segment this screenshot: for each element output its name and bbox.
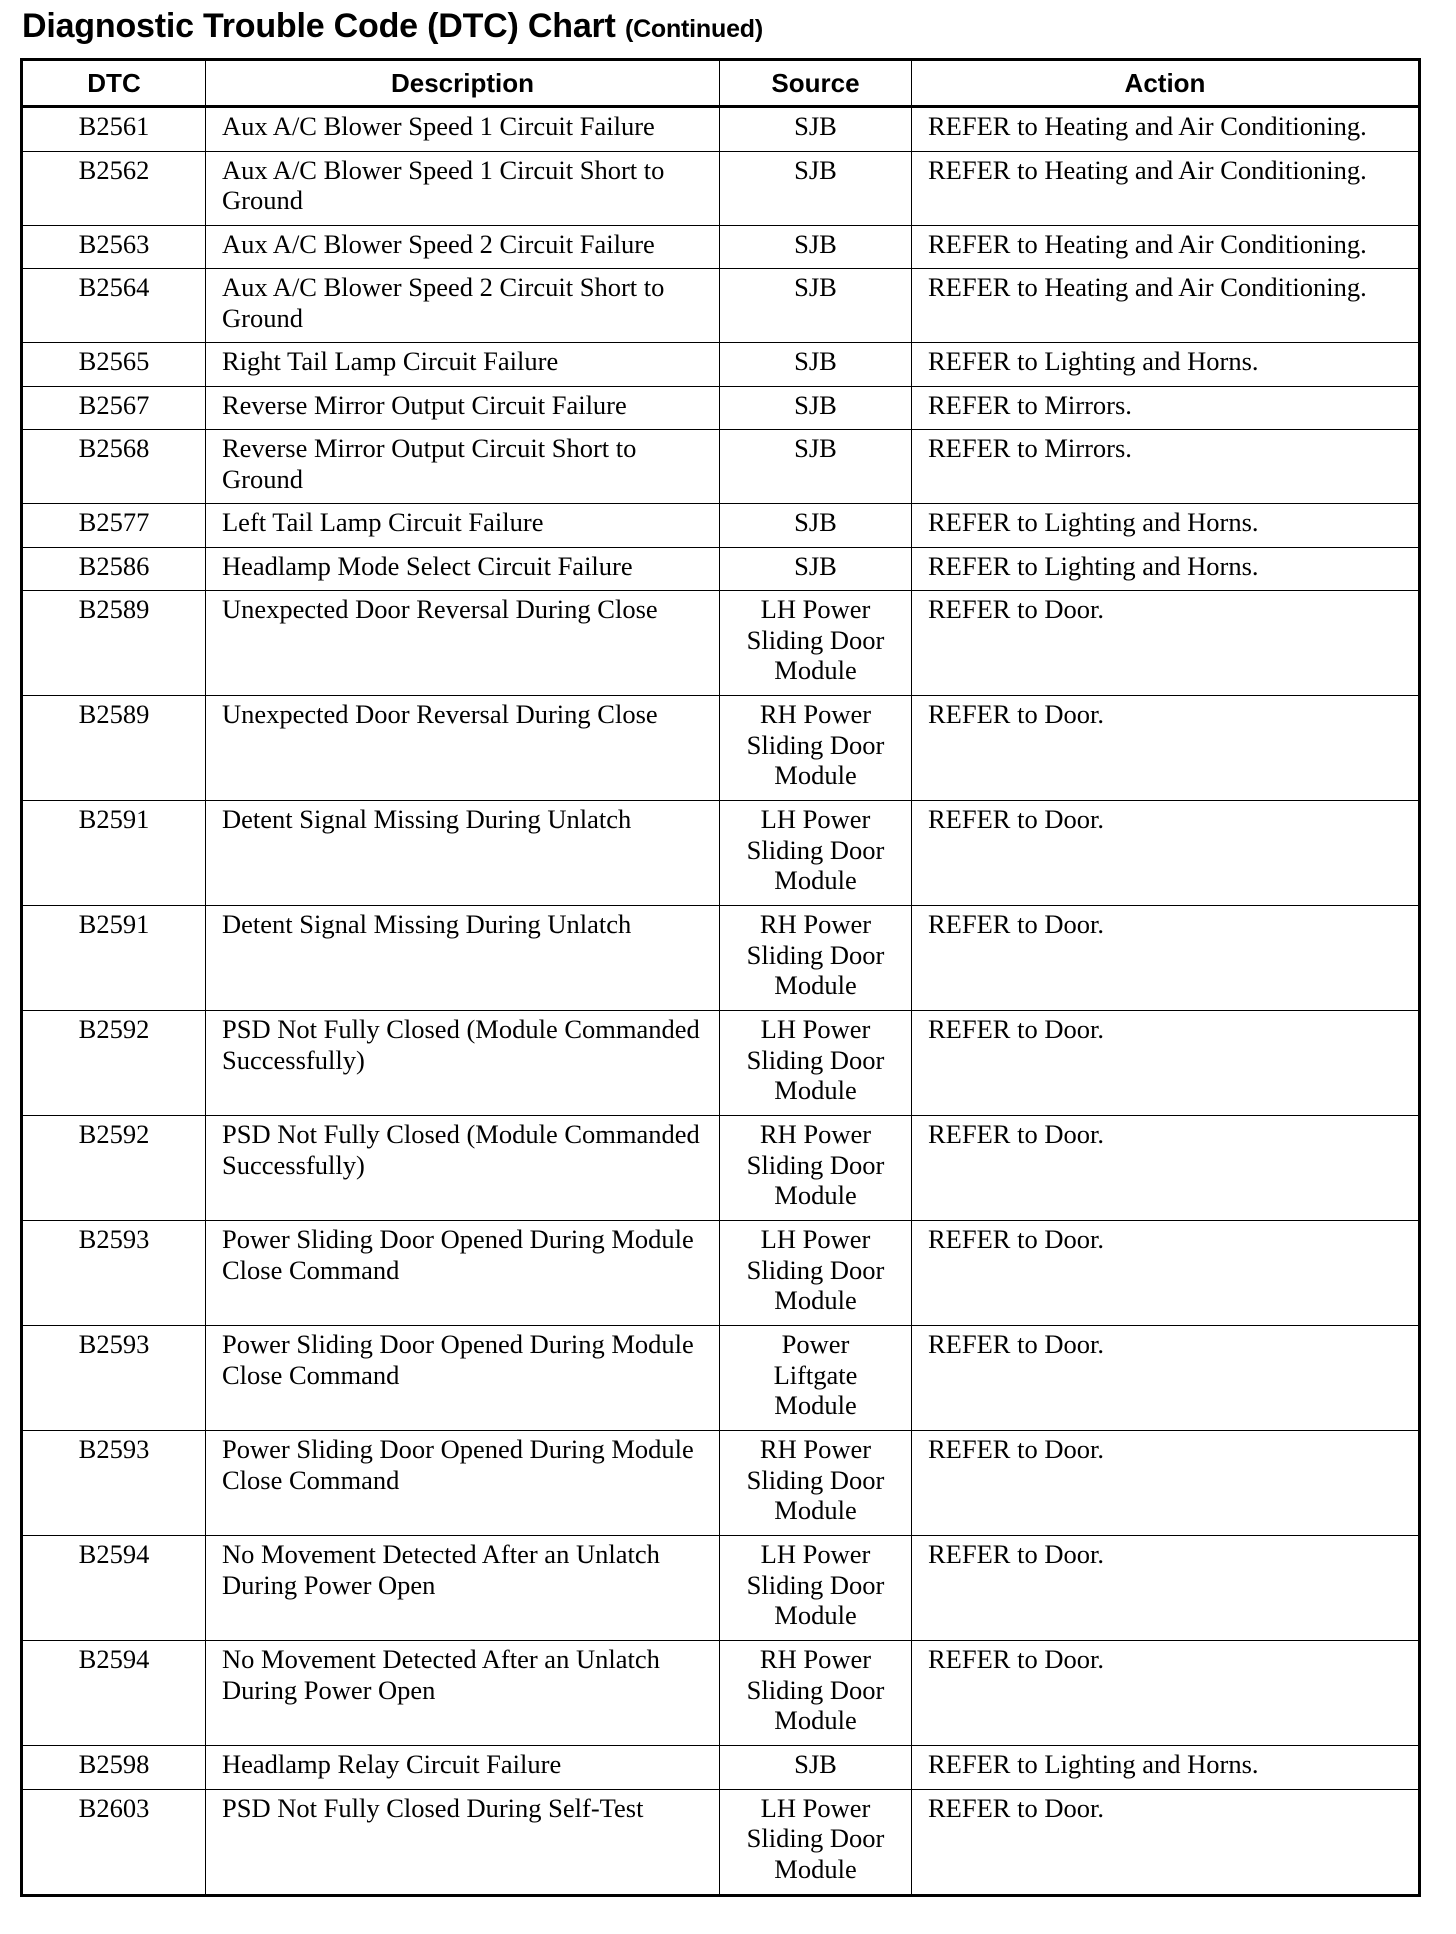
- table-header-row: [22, 60, 1420, 107]
- action-cell: REFER to Heating and Air Conditioning.: [912, 225, 1420, 269]
- source-line: LH Power: [760, 1792, 871, 1823]
- source-line: LH Power: [760, 1539, 871, 1569]
- source-line: Module: [774, 1705, 857, 1735]
- dtc-code-cell: B2564: [22, 269, 206, 343]
- description-cell: PSD Not Fully Closed (Module Commanded Successfully): [206, 1116, 720, 1221]
- source-line: RH Power: [759, 1434, 872, 1464]
- page-title-suffix: (Continued): [624, 15, 763, 43]
- table-row: [22, 269, 1420, 343]
- description-cell: Left Tail Lamp Circuit Failure: [206, 504, 720, 548]
- description-cell: Detent Signal Missing During Unlatch: [206, 906, 720, 1011]
- action-cell: REFER to Door.: [912, 1116, 1420, 1221]
- source-cell: [720, 225, 912, 269]
- source-cell: [720, 1116, 912, 1221]
- description-cell: Detent Signal Missing During Unlatch: [206, 801, 720, 906]
- source-line: Sliding Door: [746, 1149, 885, 1180]
- dtc-code-cell: B2568: [22, 430, 206, 504]
- table-row: [22, 1326, 1420, 1431]
- source-line: Sliding Door: [746, 834, 885, 865]
- description-cell: Aux A/C Blower Speed 1 Circuit Short to Ground: [206, 151, 720, 225]
- source-line: Power: [781, 1329, 850, 1359]
- description-cell: Aux A/C Blower Speed 1 Circuit Failure: [206, 107, 720, 152]
- action-cell: REFER to Door.: [912, 1536, 1420, 1641]
- table-row: [22, 430, 1420, 504]
- table-row: [22, 1221, 1420, 1326]
- source-line: Module: [774, 970, 857, 1000]
- source-line: Module: [774, 1853, 857, 1884]
- source-line: SJB: [794, 272, 837, 302]
- dtc-code-cell: B2586: [22, 547, 206, 591]
- source-cell: [720, 547, 912, 591]
- dtc-code-cell: B2561: [22, 107, 206, 152]
- source-line: SJB: [794, 507, 837, 537]
- source-line: SJB: [794, 550, 837, 581]
- description-cell: Aux A/C Blower Speed 2 Circuit Failure: [206, 225, 720, 269]
- source-line: RH Power: [759, 1644, 872, 1674]
- source-line: Module: [774, 760, 857, 790]
- source-cell: [720, 343, 912, 387]
- table-row: [22, 343, 1420, 387]
- dtc-code-cell: B2565: [22, 343, 206, 387]
- source-line: SJB: [794, 389, 837, 420]
- description-cell: Headlamp Relay Circuit Failure: [206, 1746, 720, 1790]
- action-cell: REFER to Door.: [912, 1641, 1420, 1746]
- source-line: Module: [774, 865, 857, 895]
- action-cell: REFER to Mirrors.: [912, 386, 1420, 430]
- dtc-code-cell: B2591: [22, 906, 206, 1011]
- description-cell: Headlamp Mode Select Circuit Failure: [206, 547, 720, 591]
- source-line: LH Power: [760, 1224, 871, 1254]
- action-cell: REFER to Door.: [912, 696, 1420, 801]
- source-line: SJB: [794, 433, 837, 463]
- table-row: [22, 591, 1420, 696]
- dtc-code-cell: B2577: [22, 504, 206, 548]
- source-cell: [720, 591, 912, 696]
- source-line: Sliding Door: [746, 624, 885, 655]
- source-line: Module: [774, 1075, 857, 1105]
- source-cell: [720, 1221, 912, 1326]
- description-cell: Power Sliding Door Opened During Module Close Command: [206, 1431, 720, 1536]
- source-line: LH Power: [760, 1014, 871, 1044]
- source-cell: [720, 1536, 912, 1641]
- description-cell: Unexpected Door Reversal During Close: [206, 591, 720, 696]
- description-cell: Power Sliding Door Opened During Module Close Command: [206, 1221, 720, 1326]
- dtc-code-cell: B2598: [22, 1746, 206, 1790]
- dtc-code-cell: B2592: [22, 1011, 206, 1116]
- dtc-code-cell: B2594: [22, 1536, 206, 1641]
- dtc-code-cell: B2589: [22, 696, 206, 801]
- description-cell: Unexpected Door Reversal During Close: [206, 696, 720, 801]
- source-cell: [720, 906, 912, 1011]
- source-cell: [720, 430, 912, 504]
- action-cell: REFER to Mirrors.: [912, 430, 1420, 504]
- dtc-code-cell: B2593: [22, 1326, 206, 1431]
- dtc-code-cell: B2593: [22, 1431, 206, 1536]
- source-cell: [720, 1326, 912, 1431]
- action-cell: REFER to Door.: [912, 1789, 1420, 1895]
- source-cell: [720, 1746, 912, 1790]
- description-cell: Power Sliding Door Opened During Module Close Command: [206, 1326, 720, 1431]
- dtc-code-cell: B2563: [22, 225, 206, 269]
- description-cell: PSD Not Fully Closed (Module Commanded Successfully): [206, 1011, 720, 1116]
- source-line: LH Power: [760, 804, 871, 834]
- source-cell: [720, 107, 912, 152]
- source-line: Sliding Door: [746, 1464, 885, 1495]
- action-cell: REFER to Lighting and Horns.: [912, 504, 1420, 548]
- column-header-source: Source: [720, 60, 912, 107]
- table-row: [22, 906, 1420, 1011]
- action-cell: REFER to Door.: [912, 1326, 1420, 1431]
- source-cell: [720, 1431, 912, 1536]
- table-row: [22, 1116, 1420, 1221]
- action-cell: REFER to Door.: [912, 1431, 1420, 1536]
- source-line: Module: [774, 1600, 857, 1630]
- source-line: Module: [774, 1180, 857, 1210]
- description-cell: Right Tail Lamp Circuit Failure: [206, 343, 720, 387]
- source-line: Sliding Door: [746, 939, 885, 970]
- column-header-action: Action: [912, 60, 1420, 107]
- dtc-code-cell: B2603: [22, 1789, 206, 1895]
- dtc-code-cell: B2562: [22, 151, 206, 225]
- source-line: Sliding Door: [746, 1569, 885, 1600]
- table-row: [22, 1431, 1420, 1536]
- source-line: Module: [774, 1390, 857, 1420]
- source-line: Liftgate: [773, 1359, 858, 1390]
- column-header-description: Description: [206, 60, 720, 107]
- table-row: [22, 107, 1420, 152]
- page-title-main: Diagnostic Trouble Code (DTC) Chart: [22, 7, 616, 45]
- dtc-code-cell: B2594: [22, 1641, 206, 1746]
- action-cell: REFER to Lighting and Horns.: [912, 547, 1420, 591]
- description-cell: Reverse Mirror Output Circuit Short to Ground: [206, 430, 720, 504]
- description-cell: No Movement Detected After an Unlatch During Power Open: [206, 1536, 720, 1641]
- table-row: [22, 386, 1420, 430]
- source-line: Module: [774, 1285, 857, 1315]
- description-cell: Aux A/C Blower Speed 2 Circuit Short to Ground: [206, 269, 720, 343]
- source-line: Sliding Door: [746, 729, 885, 760]
- action-cell: REFER to Door.: [912, 801, 1420, 906]
- action-cell: REFER to Heating and Air Conditioning.: [912, 151, 1420, 225]
- column-header-dtc: DTC: [22, 60, 206, 107]
- source-cell: [720, 1641, 912, 1746]
- table-row: [22, 225, 1420, 269]
- source-line: SJB: [794, 228, 837, 259]
- source-cell: [720, 151, 912, 225]
- source-line: SJB: [794, 1749, 837, 1779]
- source-line: SJB: [794, 154, 837, 185]
- table-row: [22, 547, 1420, 591]
- dtc-code-cell: B2589: [22, 591, 206, 696]
- source-line: RH Power: [759, 699, 872, 729]
- action-cell: REFER to Heating and Air Conditioning.: [912, 269, 1420, 343]
- table-row: [22, 1011, 1420, 1116]
- table-row: [22, 151, 1420, 225]
- table-body: [22, 107, 1420, 1896]
- description-cell: PSD Not Fully Closed During Self-Test: [206, 1789, 720, 1895]
- table-row: [22, 696, 1420, 801]
- source-cell: [720, 386, 912, 430]
- source-cell: [720, 696, 912, 801]
- source-line: Sliding Door: [746, 1823, 885, 1853]
- source-line: RH Power: [759, 909, 872, 939]
- dtc-code-cell: B2591: [22, 801, 206, 906]
- source-line: Module: [774, 1495, 857, 1525]
- page-title: [22, 4, 763, 51]
- source-line: Sliding Door: [746, 1674, 885, 1705]
- description-cell: No Movement Detected After an Unlatch During Power Open: [206, 1641, 720, 1746]
- dtc-code-cell: B2567: [22, 386, 206, 430]
- dtc-table: [20, 58, 1421, 1897]
- source-line: Sliding Door: [746, 1044, 885, 1075]
- source-cell: [720, 269, 912, 343]
- action-cell: REFER to Heating and Air Conditioning.: [912, 107, 1420, 152]
- source-line: SJB: [794, 346, 837, 376]
- action-cell: REFER to Door.: [912, 1221, 1420, 1326]
- source-cell: [720, 1011, 912, 1116]
- table-row: [22, 1746, 1420, 1790]
- action-cell: REFER to Lighting and Horns.: [912, 343, 1420, 387]
- table-row: [22, 1641, 1420, 1746]
- action-cell: REFER to Door.: [912, 1011, 1420, 1116]
- description-cell: Reverse Mirror Output Circuit Failure: [206, 386, 720, 430]
- dtc-code-cell: B2593: [22, 1221, 206, 1326]
- source-line: LH Power: [760, 594, 871, 624]
- table-row: [22, 1536, 1420, 1641]
- source-line: Module: [774, 655, 857, 685]
- action-cell: REFER to Door.: [912, 591, 1420, 696]
- source-cell: [720, 801, 912, 906]
- source-cell: [720, 1789, 912, 1895]
- source-line: SJB: [794, 111, 837, 141]
- dtc-code-cell: B2592: [22, 1116, 206, 1221]
- table-row: [22, 504, 1420, 548]
- action-cell: REFER to Lighting and Horns.: [912, 1746, 1420, 1790]
- source-line: Sliding Door: [746, 1254, 885, 1285]
- source-line: RH Power: [759, 1119, 872, 1149]
- table-row: [22, 801, 1420, 906]
- table-row: [22, 1789, 1420, 1895]
- action-cell: REFER to Door.: [912, 906, 1420, 1011]
- source-cell: [720, 504, 912, 548]
